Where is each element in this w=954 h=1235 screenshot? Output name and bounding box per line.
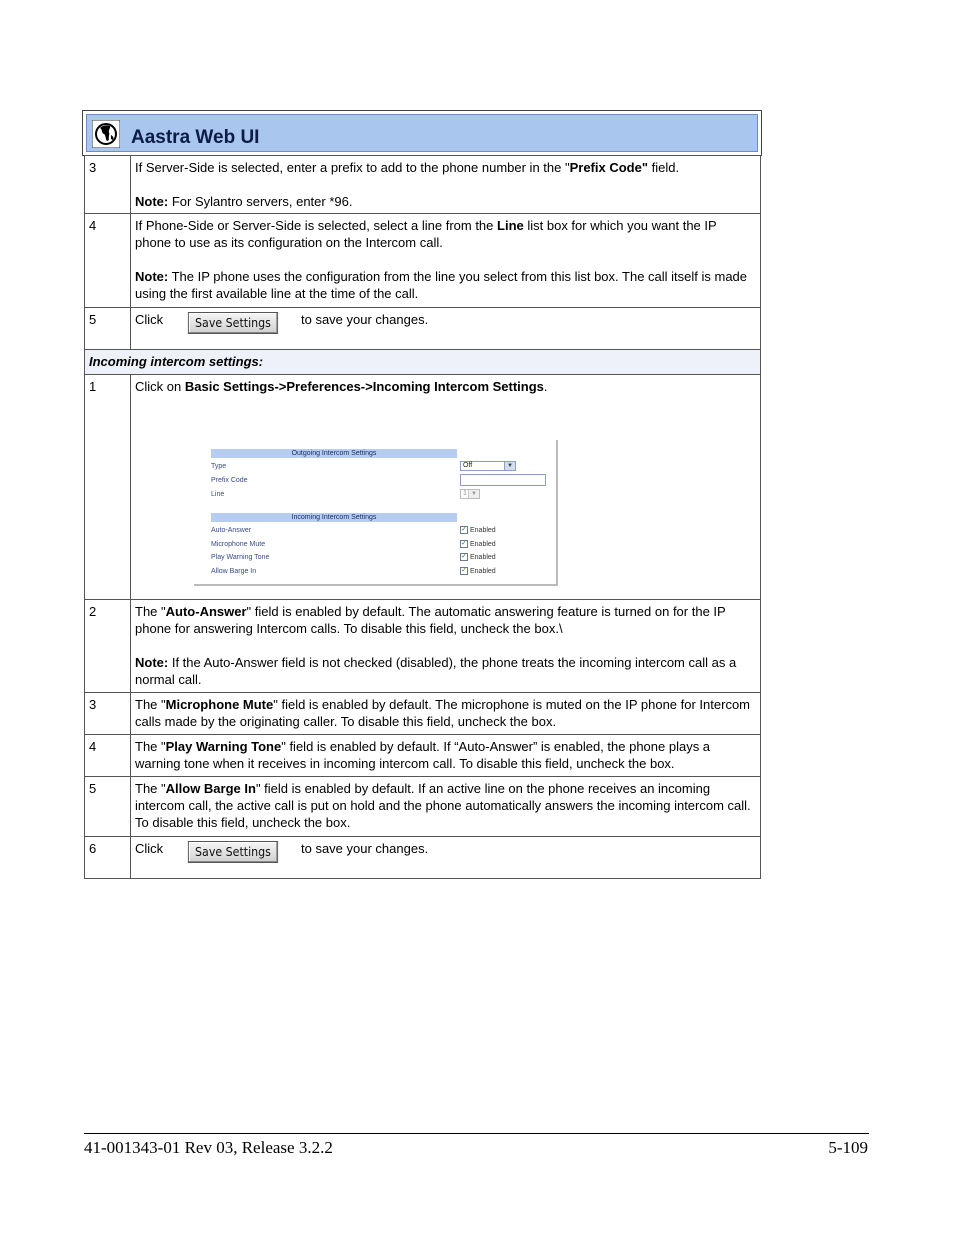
footer-page-number: 5-109 (828, 1138, 868, 1157)
chevron-down-icon: ▼ (468, 490, 479, 498)
note-text: If the Auto-Answer field is not checked (disabled), the phone treats the incoming intercom call as a normal call. (135, 655, 737, 687)
footer-rule (84, 1133, 869, 1134)
line-select[interactable] (460, 489, 480, 499)
table-row (85, 375, 761, 600)
microphone-mute-label: Microphone Mute (211, 541, 266, 548)
footer-doc-id: 41-001343-01 Rev 03, Release 3.2.2 (84, 1138, 333, 1157)
play-warning-tone-checkbox[interactable] (460, 553, 496, 562)
settings-screenshot (194, 440, 558, 586)
table-row (85, 837, 761, 879)
checkbox-label: Enabled (470, 527, 496, 534)
step-text-part: The " (135, 604, 166, 619)
allow-barge-in-checkbox[interactable] (460, 567, 496, 576)
step-number: 5 (85, 777, 131, 837)
step-number: 6 (85, 837, 131, 879)
step-text-part: If Phone-Side or Server-Side is selected, select a line from the (135, 218, 498, 233)
prefix-code-input[interactable] (460, 474, 546, 486)
type-select-value: Off (463, 462, 473, 469)
step-text (131, 837, 761, 879)
step-number: 5 (85, 308, 131, 350)
section-header-row (85, 350, 761, 375)
microphone-mute-checkbox[interactable] (460, 540, 496, 549)
step-text-part: . (543, 379, 548, 394)
table-row (85, 777, 761, 837)
section-header: Incoming intercom settings: (85, 350, 761, 375)
type-select[interactable] (460, 461, 516, 471)
checkmark-icon: ✓ (461, 526, 467, 533)
step-text (131, 308, 761, 350)
step-text-part: The " (135, 739, 166, 754)
incoming-intercom-header: Incoming Intercom Settings (211, 513, 457, 522)
step-number: 2 (85, 600, 131, 693)
outgoing-intercom-header: Outgoing Intercom Settings (211, 449, 457, 458)
click-label: Click (135, 312, 164, 327)
field-name: Prefix Code" (569, 160, 648, 175)
step-number: 4 (85, 735, 131, 777)
step-text-part: If Server-Side is selected, enter a prefix to add to the phone number in the " (135, 160, 570, 175)
step-text-part: list box for which you want the IP phone to use as its configuration on the Intercom call. (135, 218, 717, 250)
step-text-part: " field is enabled by default. If “Auto-Answer” is enabled, the phone plays a warning tone when it receives in incoming intercom call. To disable this field, uncheck the box. (135, 739, 711, 771)
globe-icon (92, 120, 120, 148)
step-number: 3 (85, 693, 131, 735)
line-select-value: 1 (463, 490, 467, 497)
step-text (131, 214, 761, 308)
field-name: Auto-Answer (165, 604, 247, 619)
checkmark-icon: ✓ (461, 553, 467, 560)
step-text (131, 777, 761, 837)
table-row (85, 600, 761, 693)
note-label: Note: (135, 269, 169, 284)
auto-answer-label: Auto-Answer (211, 527, 252, 534)
step-text (131, 693, 761, 735)
banner-title: Aastra Web UI (131, 127, 260, 148)
allow-barge-in-label: Allow Barge In (211, 568, 257, 575)
step-text (131, 375, 761, 600)
note-label: Note: (135, 655, 169, 670)
step-text-part: Click on (135, 379, 185, 394)
table-row (85, 214, 761, 308)
step-number: 1 (85, 375, 131, 600)
note-label: Note: (135, 194, 169, 209)
prefix-code-label: Prefix Code (211, 477, 248, 484)
menu-path: Basic Settings->Preferences->Incoming Intercom Settings (184, 379, 544, 394)
play-warning-tone-label: Play Warning Tone (211, 554, 270, 561)
type-label: Type (211, 463, 227, 470)
step-text (131, 735, 761, 777)
click-suffix: to save your changes. (301, 312, 429, 327)
step-number: 4 (85, 214, 131, 308)
checkbox-label: Enabled (470, 541, 496, 548)
table-row (85, 735, 761, 777)
step-text (131, 156, 761, 214)
table-row (85, 693, 761, 735)
table-row (85, 156, 761, 214)
table-row (85, 308, 761, 350)
note-text: For Sylantro servers, enter *96. (168, 194, 353, 209)
instruction-table (84, 155, 761, 879)
banner-frame (82, 110, 762, 156)
line-label: Line (211, 491, 225, 498)
chevron-down-icon: ▼ (504, 462, 515, 470)
checkmark-icon: ✓ (461, 540, 467, 547)
save-settings-button[interactable]: Save Settings (188, 312, 278, 334)
step-text-part: The " (135, 697, 166, 712)
step-text-part: The " (135, 781, 166, 796)
checkmark-icon: ✓ (461, 567, 467, 574)
step-number: 3 (85, 156, 131, 214)
step-text-part: field. (648, 160, 680, 175)
click-label: Click (135, 841, 164, 856)
field-name: Allow Barge In (165, 781, 256, 796)
checkbox-label: Enabled (470, 568, 496, 575)
step-text-part: " field is enabled by default. If an active line on the phone receives an incoming intercom call, the active call is put on hold and the phone automatically answers the incoming intercom call. To disable this field, uncheck the box. (135, 781, 751, 830)
field-name: Line (497, 218, 524, 233)
step-text (131, 600, 761, 693)
field-name: Microphone Mute (165, 697, 274, 712)
checkbox-label: Enabled (470, 554, 496, 561)
step-text-part: " field is enabled by default. The microphone is muted on the IP phone for Intercom calls made by the originating caller. To disable this field, uncheck the box. (135, 697, 751, 729)
step-text-part: " field is enabled by default. The automatic answering feature is turned on for the IP phone for answering Intercom calls. To disable this field, uncheck the box.\ (135, 604, 726, 636)
note-text: The IP phone uses the configuration from the line you select from this list box. The call itself is made using the first available line at the time of the call. (135, 269, 748, 301)
click-suffix: to save your changes. (301, 841, 429, 856)
save-settings-button[interactable]: Save Settings (188, 841, 278, 863)
field-name: Play Warning Tone (165, 739, 282, 754)
banner (86, 114, 758, 152)
auto-answer-checkbox[interactable] (460, 526, 496, 535)
